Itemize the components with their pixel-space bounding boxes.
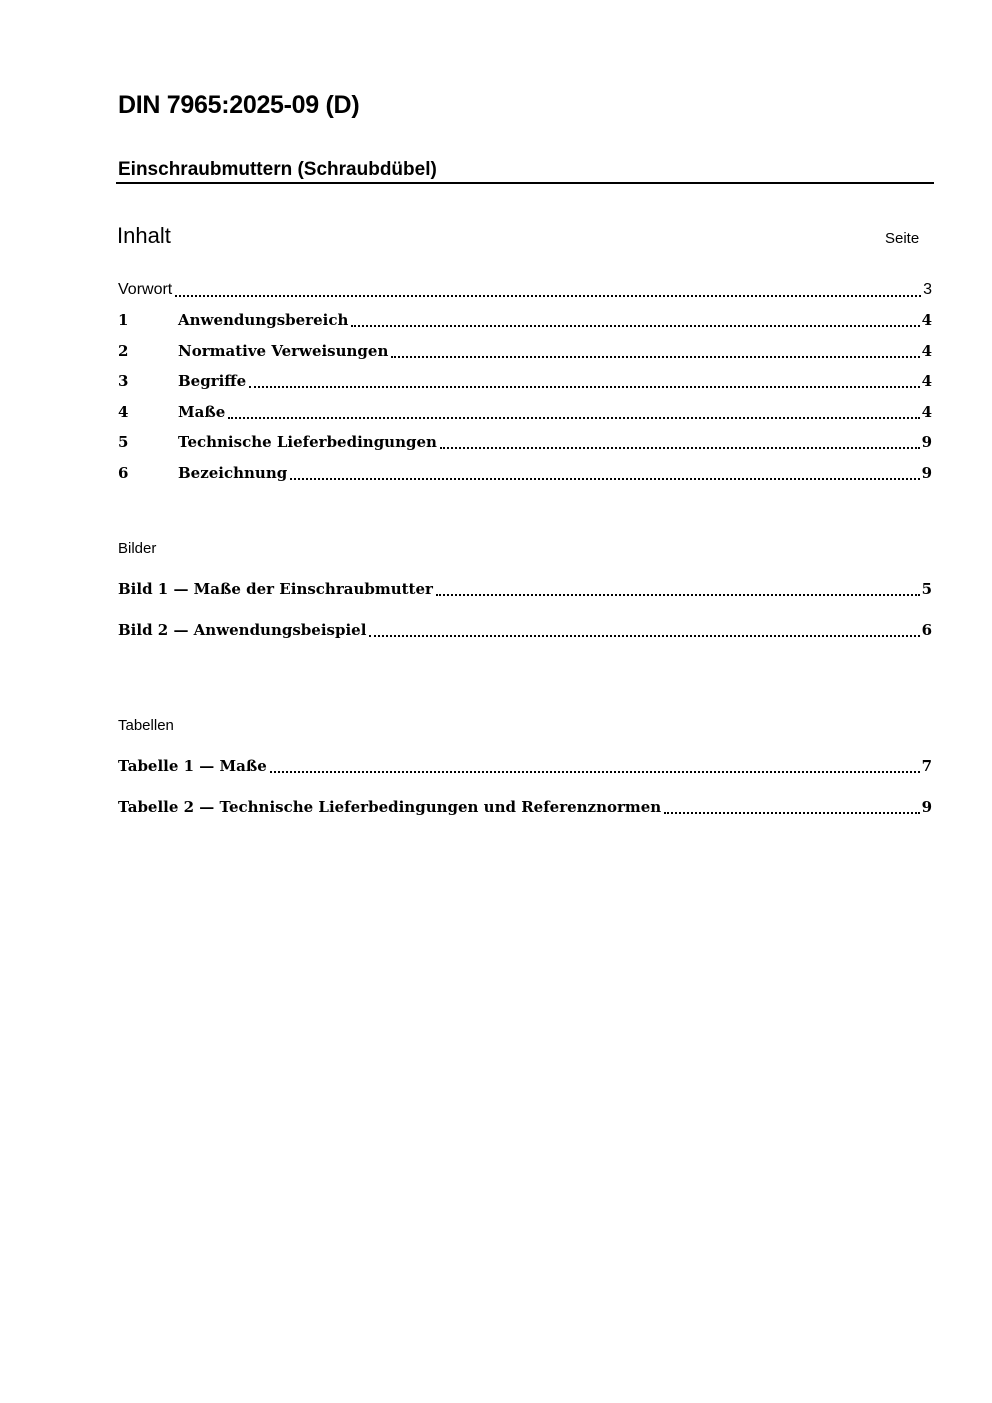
toc-entry-page: 4: [921, 342, 932, 360]
toc-entry-number: 1: [118, 311, 129, 329]
document-title: Einschraubmuttern (Schraubdübel): [118, 159, 437, 180]
toc-entry-label: Bezeichnung: [178, 464, 288, 482]
toc-entry-vorwort[interactable]: [118, 278, 932, 302]
dot-leader: [436, 593, 920, 596]
toc-entry-page: 4: [921, 372, 932, 390]
figure-entry-page: 5: [921, 580, 932, 598]
toc-entry-page: 4: [921, 311, 932, 329]
toc-entry-bezeichnung[interactable]: [118, 461, 932, 485]
toc-entry-label: Anwendungsbereich: [178, 311, 349, 329]
toc-entry-label: Vorwort: [118, 281, 173, 298]
toc-entry-label: Begriffe: [178, 372, 247, 390]
toc-entry-page: 9: [921, 433, 932, 451]
toc-entry-label: Normative Verweisungen: [178, 342, 389, 360]
dot-leader: [270, 770, 920, 773]
toc-entry-page: 9: [921, 464, 932, 482]
figure-entry-label: Bild 1 — Maße der Einschraubmutter: [118, 580, 433, 598]
tables-heading: Tabellen: [118, 717, 174, 734]
toc-entry-page: 4: [921, 403, 932, 421]
figure-entry-page: 6: [921, 621, 932, 639]
table-entry-2[interactable]: [118, 795, 932, 819]
dot-leader: [290, 477, 919, 480]
toc-entry-number: 6: [118, 464, 129, 482]
toc-entry-begriffe[interactable]: [118, 369, 932, 393]
dot-leader: [369, 634, 919, 637]
page-column-label: Seite: [885, 230, 920, 247]
document-id: DIN 7965:2025-09 (D): [118, 91, 360, 119]
figure-entry-2[interactable]: [118, 618, 932, 642]
dot-leader: [175, 294, 921, 297]
dot-leader: [391, 355, 919, 358]
figures-heading: Bilder: [118, 540, 157, 557]
title-underline: [116, 182, 934, 184]
table-entry-1[interactable]: [118, 754, 932, 778]
dot-leader: [228, 416, 919, 419]
toc-entry-anwendungsbereich[interactable]: [118, 308, 932, 332]
toc-entry-number: 2: [118, 342, 129, 360]
toc-heading: Inhalt: [117, 223, 171, 248]
toc-entry-number: 4: [118, 403, 129, 421]
toc-entry-page: 3: [923, 281, 932, 298]
toc-entry-masse[interactable]: [118, 400, 932, 424]
table-entry-label: Tabelle 2 — Technische Lieferbedingungen und Referenznormen: [118, 798, 662, 816]
toc-entry-number: 3: [118, 372, 129, 390]
figure-entry-label: Bild 2 — Anwendungsbeispiel: [118, 621, 367, 639]
table-entry-page: 9: [921, 798, 932, 816]
toc-entry-normative-verweisungen[interactable]: [118, 339, 932, 363]
dot-leader: [440, 446, 920, 449]
dot-leader: [249, 385, 919, 388]
dot-leader: [351, 324, 919, 327]
figure-entry-1[interactable]: [118, 577, 932, 601]
dot-leader: [664, 811, 919, 814]
table-entry-page: 7: [921, 757, 932, 775]
toc-entry-number: 5: [118, 433, 129, 451]
toc-entry-technische-lieferbedingungen[interactable]: [118, 430, 932, 454]
toc-entry-label: Technische Lieferbedingungen: [178, 433, 437, 451]
toc-entry-label: Maße: [178, 403, 226, 421]
table-entry-label: Tabelle 1 — Maße: [118, 757, 267, 775]
